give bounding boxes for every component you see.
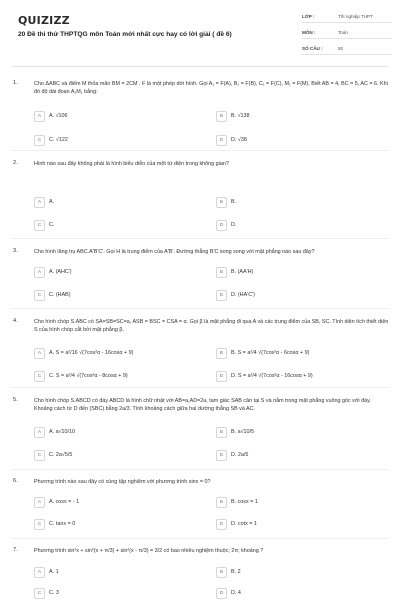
meta-count-value: 50: [338, 46, 344, 51]
option-letter-box: C: [34, 290, 45, 301]
option-d[interactable]: [216, 588, 376, 599]
option-letter-box: A: [34, 567, 45, 578]
option-d[interactable]: [216, 220, 376, 231]
option-text: A. (AHC'): [49, 269, 72, 275]
option-text: D. 4: [231, 590, 241, 596]
question-separator: [12, 538, 388, 539]
option-letter-box: C: [34, 220, 45, 231]
option-c[interactable]: [34, 450, 194, 461]
option-b[interactable]: [216, 497, 376, 508]
option-letter-box: C: [34, 588, 45, 599]
meta-question-count: [302, 43, 392, 55]
option-letter-box: C: [34, 371, 45, 382]
question-number: 4.: [13, 318, 18, 324]
option-letter-box: A: [34, 348, 45, 359]
option-b[interactable]: [216, 567, 376, 578]
option-a[interactable]: [34, 427, 194, 438]
option-d[interactable]: [216, 450, 376, 461]
option-letter-box: D: [216, 450, 227, 461]
option-b[interactable]: [216, 427, 376, 438]
question-number: 7.: [13, 547, 18, 553]
option-text: B. 2: [231, 569, 241, 575]
option-text: A. cosx = - 1: [49, 499, 80, 505]
meta-subject: [302, 27, 392, 39]
option-a[interactable]: [34, 197, 194, 208]
question-text: Cho hình chóp S.ABCD có đáy ABCD là hình chữ nhật với AB=a,AD=2a, tam giác SAB cân tại S và nằm trong mặt phẳng vuông góc với đáy. Khoảng cách từ D đến (SBC) bằng 2a/3. Tính khoảng cách giữa hai đường thẳng SB và AC.: [34, 398, 371, 413]
option-letter-box: B: [216, 567, 227, 578]
option-letter-box: D: [216, 588, 227, 599]
meta-subject-value: Toán: [338, 30, 348, 35]
question-number: 6.: [13, 478, 18, 484]
option-text: A. 1: [49, 569, 59, 575]
option-letter-box: B: [216, 267, 227, 278]
option-letter-box: B: [216, 497, 227, 508]
question-separator: [12, 308, 388, 309]
question-separator: [12, 469, 388, 470]
question-text: Phương trình sin²x + sin²(x + π/3) + sin²(x - π/3) = 3/2 có bao nhiêu nghiệm thuộc; 2π; khoảng ?: [34, 548, 264, 554]
option-a[interactable]: [34, 348, 194, 359]
question-text: Cho ΔABC và điểm M thỏa mãn BM = 2CM . F là một phép dời hình. Gọi A₁ = F(A), B₁ = F(B), C₁ = F(C), M₁ = F(M). Biết AB = 4, BC = 5, AC = 6. Khi đó độ dài đoạn A₁M₁ bằng:: [34, 81, 388, 96]
option-b[interactable]: [216, 267, 376, 278]
option-text: C. S = a²/4 √(7cos²α - 8cosα + 9): [49, 373, 128, 379]
question-number: 1.: [13, 80, 18, 86]
meta-grade-value: Tốt nghiệp THPT: [338, 14, 373, 19]
option-b[interactable]: [216, 348, 376, 359]
question-separator: [12, 238, 388, 239]
option-letter-box: B: [216, 348, 227, 359]
option-text: C. 3: [49, 590, 59, 596]
question-separator: [12, 387, 388, 388]
option-text: A. S = a²/16 √(7cos²α - 16cosα + 9): [49, 350, 134, 356]
option-text: B.: [231, 199, 237, 205]
option-letter-box: D: [216, 135, 227, 146]
option-c[interactable]: [34, 135, 194, 146]
question-separator: [12, 150, 388, 151]
option-b[interactable]: [216, 197, 376, 208]
option-text: A. a√10/10: [49, 429, 76, 435]
option-text: D.: [231, 222, 237, 228]
option-letter-box: A: [34, 197, 45, 208]
option-text: D. √38: [231, 137, 247, 143]
option-letter-box: C: [34, 135, 45, 146]
option-text: A.: [49, 199, 55, 205]
header-divider: [12, 66, 388, 67]
option-c[interactable]: [34, 371, 194, 382]
option-d[interactable]: [216, 135, 376, 146]
option-text: D. 2a/5: [231, 452, 249, 458]
option-text: B. √138: [231, 113, 250, 119]
option-text: A. √106: [49, 113, 68, 119]
option-letter-box: C: [34, 519, 45, 530]
option-text: D. S = a²/4 √(7cos²α - 16cosα + 9): [231, 373, 313, 379]
option-text: B. a√10/5: [231, 429, 255, 435]
option-letter-box: D: [216, 220, 227, 231]
question-text: Phương trình nào sau đây có cùng tập nghiệm với phương trình sinx = 0?: [34, 479, 211, 485]
option-letter-box: B: [216, 427, 227, 438]
option-a[interactable]: [34, 111, 194, 122]
option-d[interactable]: [216, 290, 376, 301]
option-text: D. cotx = 1: [231, 521, 257, 527]
option-letter-box: D: [216, 371, 227, 382]
option-c[interactable]: [34, 519, 194, 530]
meta-grade-key: LỚP :: [302, 14, 315, 19]
worksheet-title: 20 Đề thi thử THPTQG môn Toán mới nhất cực hay có lời giải ( đề 6): [18, 31, 232, 38]
question-number: 5.: [13, 397, 18, 403]
option-a[interactable]: [34, 567, 194, 578]
option-letter-box: A: [34, 427, 45, 438]
question-text: Cho hình chóp S.ABC có SA=SB=SC=a, ASB = BSC = CSA = α. Gọi β là mặt phẳng đi qua A và các trung điểm của SB, SC. Tính diện tích thiết diện S của hình chóp cắt bởi mặt phẳng β.: [34, 319, 389, 334]
option-a[interactable]: [34, 267, 194, 278]
question-number: 3.: [13, 248, 18, 254]
option-letter-box: A: [34, 497, 45, 508]
option-text: D. (HA'C'): [231, 292, 255, 298]
worksheet-header: [0, 0, 400, 70]
meta-grade: [302, 11, 392, 23]
question-number: 2.: [13, 160, 18, 166]
option-c[interactable]: [34, 588, 194, 599]
option-text: B. cosx = 1: [231, 499, 258, 505]
meta-count-key: SỐ CÂU :: [302, 46, 323, 51]
option-text: C. (HAB): [49, 292, 71, 298]
question-text: Cho hình lăng trụ ABC.A'B'C'. Gọi H là trung điểm của A'B'. Đường thẳng B'C song song với mặt phẳng nào sau đây?: [34, 249, 315, 255]
meta-subject-key: MÔN :: [302, 30, 316, 35]
option-letter-box: A: [34, 267, 45, 278]
option-c[interactable]: [34, 290, 194, 301]
question-text: Hình nào sau đây không phải là hình biểu diễn của một tứ diện trong không gian?: [34, 161, 229, 167]
option-letter-box: A: [34, 111, 45, 122]
option-text: C. √122: [49, 137, 68, 143]
option-b[interactable]: [216, 111, 376, 122]
option-letter-box: B: [216, 197, 227, 208]
option-text: C. 2a√5/5: [49, 452, 73, 458]
option-d[interactable]: [216, 371, 376, 382]
option-letter-box: D: [216, 290, 227, 301]
option-text: C.: [49, 222, 55, 228]
option-d[interactable]: [216, 519, 376, 530]
quizizz-logo: QUIZIZZ: [18, 14, 70, 27]
option-a[interactable]: [34, 497, 194, 508]
option-text: B. (AA'H): [231, 269, 254, 275]
option-text: C. tanx = 0: [49, 521, 76, 527]
option-c[interactable]: [34, 220, 194, 231]
option-letter-box: C: [34, 450, 45, 461]
option-letter-box: D: [216, 519, 227, 530]
option-letter-box: B: [216, 111, 227, 122]
option-text: B. S = a²/4 √(7cos²α - 6cosα + 9): [231, 350, 310, 356]
